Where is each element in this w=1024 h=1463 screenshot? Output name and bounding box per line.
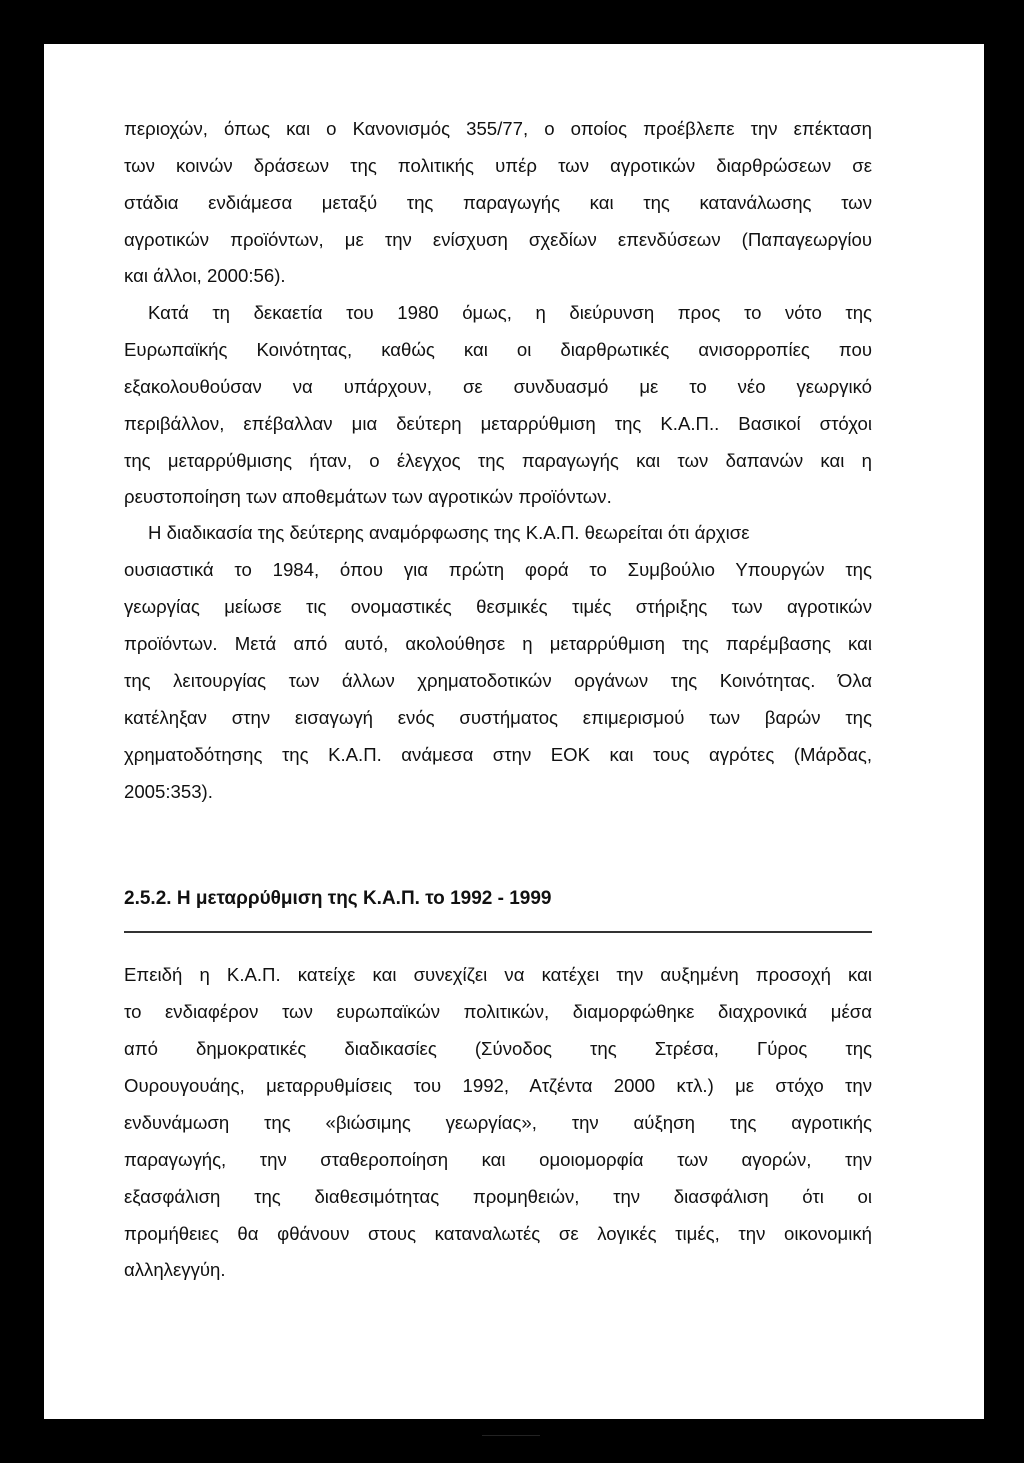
text-line: Επειδή η Κ.Α.Π. κατείχε και συνεχίζει να κατέχει την αυξημένη προσοχή και — [124, 964, 872, 985]
text-line: ουσιαστικά το 1984, όπου για πρώτη φορά το Συμβούλιο Υπουργών της — [124, 559, 872, 580]
text-line: αγροτικών προϊόντων, με την ενίσχυση σχεδίων επενδύσεων (Παπαγεωργίου — [124, 229, 872, 250]
text-line: γεωργίας μείωσε τις ονομαστικές θεσμικές τιμές στήριξης των αγροτικών — [124, 596, 872, 617]
text-line: αλληλεγγύη. — [124, 1259, 226, 1280]
text-line: εξακολουθούσαν να υπάρχουν, σε συνδυασμό με το νέο γεωργικό — [124, 376, 872, 397]
text-line: περιβάλλον, επέβαλλαν μια δεύτερη μεταρρύθμιση της Κ.Α.Π.. Βασικοί στόχοι — [124, 413, 872, 434]
text-line: της λειτουργίας των άλλων χρηματοδοτικών οργάνων της Κοινότητας. Όλα — [124, 670, 872, 691]
text-line: Κατά τη δεκαετία του 1980 όμως, η διεύρυνση προς το νότο της — [148, 302, 872, 323]
text-line: το ενδιαφέρον των ευρωπαϊκών πολιτικών, διαμορφώθηκε διαχρονικά μέσα — [124, 1001, 872, 1022]
section-heading: 2.5.2. Η μεταρρύθμιση της Κ.Α.Π. το 1992 - 1999 — [124, 888, 552, 909]
text-line: των κοινών δράσεων της πολιτικής υπέρ των αγροτικών διαρθρώσεων σε — [124, 155, 872, 176]
text-line: προϊόντων. Μετά από αυτό, ακολούθησε η μεταρρύθμιση της παρέμβασης και — [124, 633, 872, 654]
text-line: Ευρωπαϊκής Κοινότητας, καθώς και οι διαρθρωτικές ανισορροπίες που — [124, 339, 872, 360]
text-line: Ουρουγουάης, μεταρρυθμίσεις του 1992, Ατζέντα 2000 κτλ.) με στόχο την — [124, 1075, 872, 1096]
footer-rule — [482, 1435, 540, 1436]
text-line: και άλλοι, 2000:56). — [124, 265, 286, 286]
text-line: περιοχών, όπως και ο Κανονισμός 355/77, ο οποίος προέβλεπε την επέκταση — [124, 118, 872, 139]
text-line: ενδυνάμωση της «βιώσιμης γεωργίας», την αύξηση της αγροτικής — [124, 1112, 872, 1133]
heading-underline — [124, 931, 872, 933]
text-line: ρευστοποίηση των αποθεμάτων των αγροτικών προϊόντων. — [124, 486, 612, 507]
text-line: προμήθειες θα φθάνουν στους καταναλωτές σε λογικές τιμές, την οικονομική — [124, 1223, 872, 1244]
text-line: εξασφάλιση της διαθεσιμότητας προμηθειών, την διασφάλιση ότι οι — [124, 1186, 872, 1207]
text-line: κατέληξαν στην εισαγωγή ενός συστήματος επιμερισμού των βαρών της — [124, 707, 872, 728]
text-line: στάδια ενδιάμεσα μεταξύ της παραγωγής και της κατανάλωσης των — [124, 192, 872, 213]
text-line: 2005:353). — [124, 781, 213, 802]
text-line: Η διαδικασία της δεύτερης αναμόρφωσης της Κ.Α.Π. θεωρείται ότι άρχισε — [148, 522, 750, 543]
text-line: από δημοκρατικές διαδικασίες (Σύνοδος της Στρέσα, Γύρος της — [124, 1038, 872, 1059]
text-line: της μεταρρύθμισης ήταν, ο έλεγχος της παραγωγής και των δαπανών και η — [124, 450, 872, 471]
text-line: παραγωγής, την σταθεροποίηση και ομοιομορφία των αγορών, την — [124, 1149, 872, 1170]
text-line: χρηματοδότησης της Κ.Α.Π. ανάμεσα στην ΕΟΚ και τους αγρότες (Μάρδας, — [124, 744, 872, 765]
